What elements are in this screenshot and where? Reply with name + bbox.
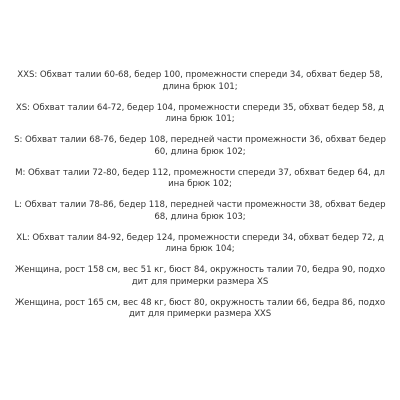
- size-line-xxs: XXS: Обхват талии 60-68, бедер 100, промежности спереди 34, обхват бедер 58, длина брюк 101;: [17, 70, 383, 92]
- model-line-2: Женщина, рост 165 см, вес 48 кг, бюст 80, окружность талии 66, бедра 86, подходит для примерки размера XXS: [14, 297, 386, 319]
- size-chart-list: [0, 70, 400, 330]
- size-line-s: S: Обхват талии 68-76, бедер 108, передней части промежности 36, обхват бедер 60, длина брюк 102;: [14, 135, 386, 157]
- size-line-m: M: Обхват талии 72-80, бедер 112, промежности спереди 37, обхват бедер 64, длина брюк 102;: [15, 167, 385, 189]
- size-line-l: L: Обхват талии 78-86, бедер 118, передней части промежности 38, обхват бедер 68, длина брюк 103;: [14, 200, 386, 222]
- size-line-xl: XL: Обхват талии 84-92, бедер 124, промежности спереди 34, обхват бедер 72, длина брюк 104;: [16, 232, 384, 254]
- model-line-1: Женщина, рост 158 см, вес 51 кг, бюст 84, окружность талии 70, бедра 90, подходит для примерки размера XS: [14, 265, 386, 287]
- size-line-xs: XS: Обхват талии 64-72, бедер 104, промежности спереди 35, обхват бедер 58, длина брюк 101;: [15, 102, 385, 124]
